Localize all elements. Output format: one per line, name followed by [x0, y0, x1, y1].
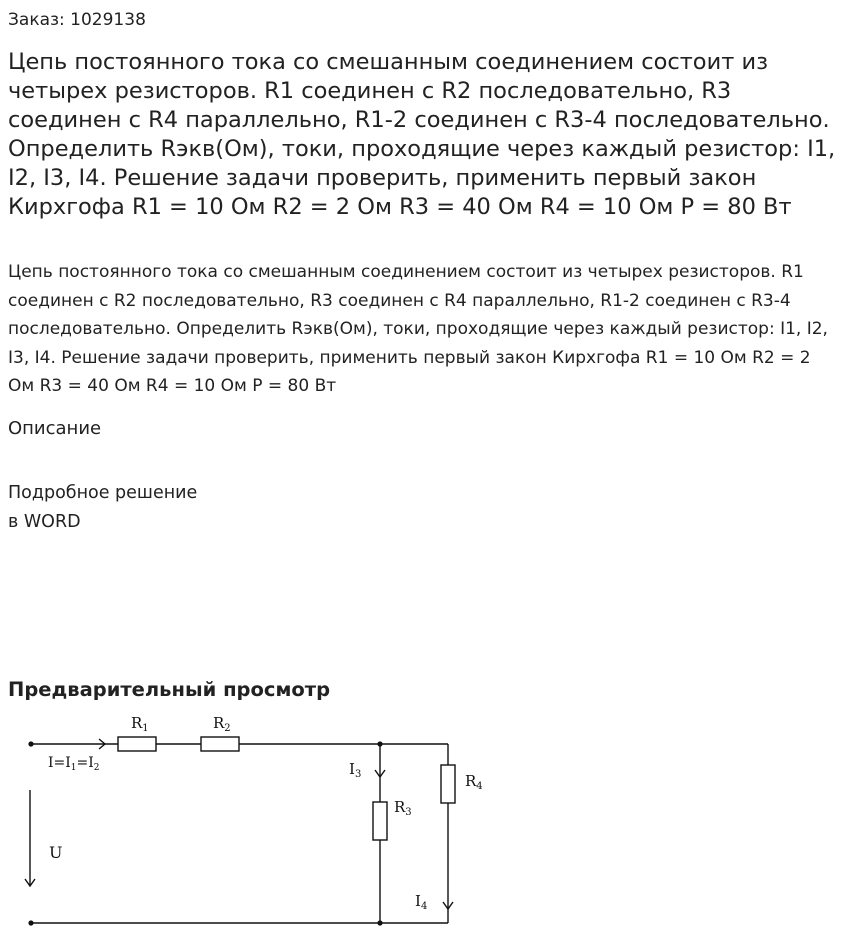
circuit-schematic	[0, 700, 520, 939]
terminal-top-dot	[28, 741, 33, 746]
resistor-r2	[201, 737, 239, 751]
label-current-main: $I=I_1=I_2$	[48, 755, 100, 773]
order-number: Заказ: 1029138	[8, 10, 146, 30]
label-r3: $R_3$	[394, 798, 412, 818]
solution-line-2: в WORD	[8, 511, 81, 532]
preview-title: Предварительный просмотр	[8, 678, 331, 701]
label-r4: $R_4$	[465, 772, 483, 792]
solution-line-1: Подробное решение	[8, 483, 198, 503]
label-r1: $R_1$	[131, 714, 149, 734]
description-label: Описание	[8, 418, 102, 439]
resistor-r3	[373, 802, 387, 840]
solution-note	[8, 479, 197, 536]
terminal-bottom-dot	[28, 920, 33, 925]
label-i4: $I_4$	[415, 892, 428, 912]
label-r2: $R_2$	[213, 714, 231, 734]
resistor-r1	[118, 737, 156, 751]
resistor-r4	[441, 765, 455, 803]
label-voltage: U	[49, 843, 63, 862]
label-i3: $I_3$	[349, 760, 362, 780]
task-description: Цепь постоянного тока со смешанным соединением состоит из четырех резисторов. R1 соединен с R2 последовательно, R3 соединен с R4 параллельно, R1-2 соединен с R3-4 последовательно. Определить Rэкв(Ом), токи, проходящие через каждый резистор: I1, I2, I3, I4. Решение задачи проверить, применить первый закон Кирхгофа R1 = 10 Ом R2 = 2 Ом R3 = 40 Ом R4 = 10 Ом P = 80 Вт	[8, 262, 828, 397]
task-title: Цепь постоянного тока со смешанным соединением состоит из четырех резисторов. R1 соединен с R2 последовательно, R3 соединен с R4 параллельно, R1-2 соединен с R3-4 последовательно. Определить Rэкв(Ом), токи, проходящие через каждый резистор: I1, I2, I3, I4. Решение задачи проверить, применить первый закон Кирхгофа R1 = 10 Ом R2 = 2 Ом R3 = 40 Ом R4 = 10 Ом P = 80 Вт	[8, 49, 836, 220]
